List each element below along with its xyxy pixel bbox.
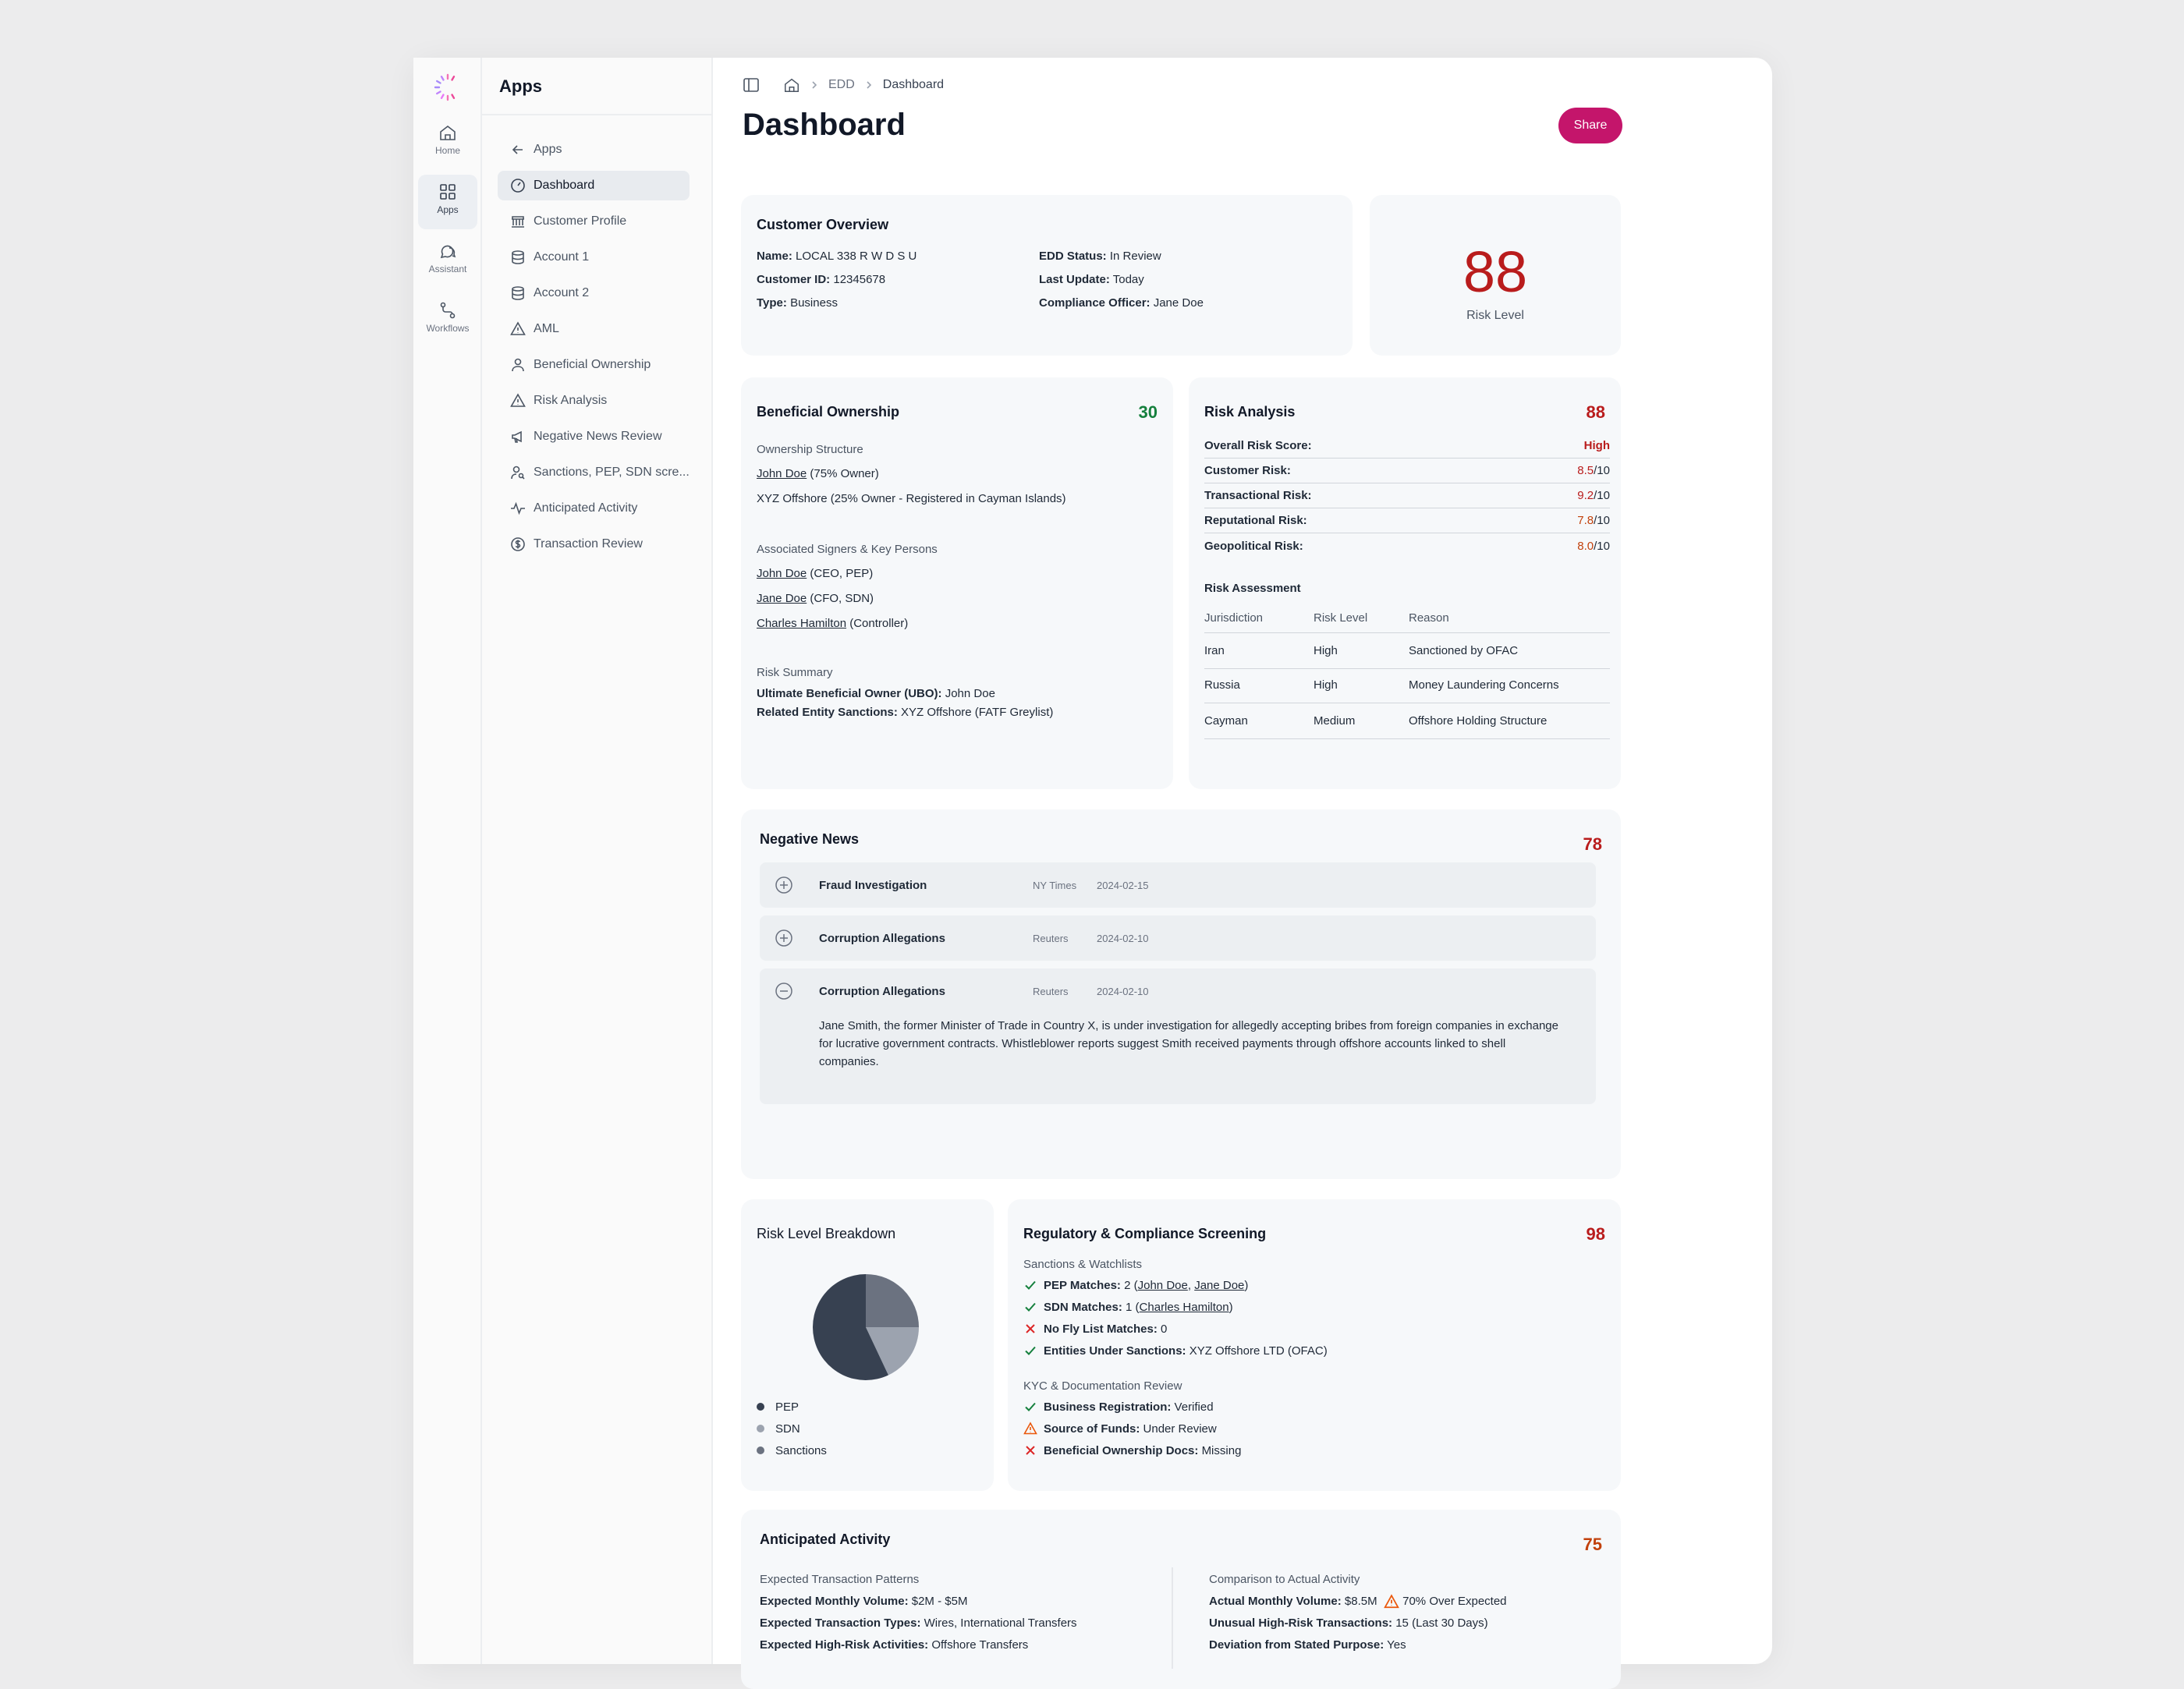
news-source: Reuters — [1033, 985, 1069, 997]
regulatory-screening-card — [1008, 1199, 1621, 1491]
check-value: Verified — [1174, 1400, 1214, 1414]
chevron-right-icon — [864, 80, 874, 90]
person-link[interactable]: Charles Hamilton — [1139, 1300, 1229, 1314]
regulatory-score: 98 — [1586, 1224, 1605, 1244]
table-row — [1204, 633, 1610, 669]
card-title: Customer Overview — [757, 217, 889, 232]
x-mark-icon — [1023, 1443, 1037, 1457]
brand-logo-icon — [431, 70, 465, 104]
field-label: Deviation from Stated Purpose: — [1209, 1638, 1384, 1652]
sidebar-item-transaction-review[interactable] — [498, 529, 690, 559]
field-label: Actual Monthly Volume: — [1209, 1595, 1342, 1608]
sidebar-item-risk-analysis[interactable] — [498, 386, 690, 416]
field-label: Expected Transaction Types: — [760, 1616, 921, 1630]
warning-icon — [510, 321, 526, 337]
news-source: Reuters — [1033, 932, 1069, 944]
anticipated-activity-card — [741, 1510, 1621, 1689]
field-label: Related Entity Sanctions: — [757, 706, 898, 719]
chevron-right-icon — [810, 80, 819, 90]
field-value: 15 (Last 30 Days) — [1395, 1616, 1488, 1630]
risk-row-label: Customer Risk: — [1204, 464, 1291, 477]
database-icon — [510, 250, 526, 265]
risk-row — [1204, 483, 1610, 508]
user-search-icon — [510, 465, 526, 480]
check-value: 1 — [1126, 1300, 1133, 1314]
field-value: Yes — [1387, 1638, 1406, 1652]
database-icon — [510, 285, 526, 301]
check-icon — [1023, 1344, 1037, 1358]
risk-row-suffix: /10 — [1594, 539, 1610, 553]
news-item[interactable] — [760, 862, 1596, 908]
risk-row — [1204, 508, 1610, 533]
table-cell: High — [1314, 644, 1338, 657]
arrow-left-icon — [510, 142, 526, 158]
check-row: SDN Matches: 1 ( Charles Hamilton ) — [1023, 1296, 1601, 1318]
sidebar-item-negative-news[interactable] — [498, 422, 690, 451]
sidebar-item-sanctions[interactable] — [498, 458, 690, 487]
person-link[interactable]: John Doe — [1137, 1278, 1188, 1292]
apps-sidebar — [482, 58, 713, 1664]
actual-comparison — [1209, 1569, 1507, 1656]
legend-item — [757, 1439, 827, 1461]
beneficial-ownership-card — [741, 377, 1173, 789]
check-value: 0 — [1161, 1322, 1168, 1336]
signer-link[interactable]: Jane Doe — [757, 592, 807, 605]
sidebar-item-account-2[interactable] — [498, 278, 690, 308]
megaphone-icon — [510, 429, 526, 444]
risk-row-label: Overall Risk Score: — [1204, 439, 1312, 452]
risk-row-label: Reputational Risk: — [1204, 514, 1307, 527]
check-value: XYZ Offshore LTD (OFAC) — [1189, 1344, 1328, 1358]
customer-name: LOCAL 338 R W D S U — [796, 250, 917, 263]
check-value: Missing — [1201, 1443, 1242, 1457]
signer-detail: (CEO, PEP) — [807, 567, 874, 580]
sidebar-item-label: Negative News Review — [534, 430, 662, 443]
apps-grid-icon — [438, 182, 457, 201]
sidebar-item-label: Dashboard — [534, 179, 595, 192]
x-mark-icon — [1023, 1322, 1037, 1336]
edd-status: In Review — [1109, 250, 1161, 263]
check-icon — [1023, 1278, 1037, 1292]
table-cell: Russia — [1204, 678, 1240, 692]
sidebar-item-back-apps[interactable] — [498, 135, 690, 165]
risk-level-value: 88 — [1462, 239, 1528, 304]
field-value: $8.5M — [1344, 1595, 1377, 1608]
ownership-body — [757, 438, 1162, 722]
breadcrumb-current: Dashboard — [882, 78, 945, 91]
card-title: Risk Level Breakdown — [757, 1226, 896, 1241]
check-row: PEP Matches: 2 ( John Doe , Jane Doe ) — [1023, 1274, 1601, 1296]
risk-assessment-title: Risk Assessment — [1204, 582, 1301, 595]
breadcrumb — [743, 76, 944, 94]
risk-analysis-card — [1189, 377, 1621, 789]
dollar-icon — [510, 536, 526, 552]
card-title: Regulatory & Compliance Screening — [1023, 1226, 1267, 1241]
sidebar-toggle-icon[interactable] — [743, 76, 760, 94]
news-body: Jane Smith, the former Minister of Trade in Country X, is under investigation for allegedly accepting bribes from foreign companies in exchange for lucrative government contracts. Whistleblower reports suggest Smith received payments through offshore accounts linked to shell companies. — [819, 1019, 1558, 1068]
customer-id: 12345678 — [833, 273, 886, 286]
owner-offshore: XYZ Offshore (25% Owner - Registered in Cayman Islands) — [757, 492, 1066, 505]
risk-breakdown-card — [741, 1199, 994, 1491]
rail-apps-label: Apps — [437, 204, 459, 215]
sidebar-title: Apps — [482, 58, 711, 115]
news-date: 2024-02-15 — [1097, 879, 1149, 891]
table-cell: Money Laundering Concerns — [1409, 678, 1559, 692]
negative-news-card — [741, 809, 1621, 1179]
risk-row-value: 8.5 — [1577, 464, 1594, 477]
check-label: Entities Under Sanctions: — [1044, 1344, 1186, 1358]
check-label: SDN Matches: — [1044, 1300, 1122, 1314]
customer-type: Business — [790, 296, 838, 310]
check-row — [1023, 1318, 1601, 1340]
expected-patterns — [760, 1569, 1077, 1656]
pie-slice-sanctions — [866, 1274, 919, 1327]
card-title: Anticipated Activity — [760, 1531, 891, 1547]
check-label: PEP Matches: — [1044, 1278, 1121, 1292]
sidebar-item-label: Account 2 — [534, 286, 590, 299]
risk-row-suffix: /10 — [1594, 514, 1610, 527]
column-header: Jurisdiction — [1204, 611, 1264, 625]
sidebar-item-customer-profile[interactable] — [498, 207, 690, 236]
risk-row-label: Geopolitical Risk: — [1204, 539, 1303, 553]
column-divider — [1172, 1567, 1173, 1669]
rail-home[interactable] — [418, 115, 477, 170]
workflow-icon — [438, 301, 457, 320]
owner-detail: (75% Owner) — [807, 467, 879, 480]
sidebar-item-label: Risk Analysis — [534, 394, 608, 407]
share-button[interactable]: Share — [1558, 108, 1622, 143]
breadcrumb-edd[interactable]: EDD — [828, 78, 855, 91]
check-row — [1023, 1439, 1601, 1461]
table-cell: Cayman — [1204, 714, 1248, 728]
sidebar-item-account-1[interactable] — [498, 243, 690, 272]
field-value: Wires, International Transfers — [924, 1616, 1077, 1630]
legend-item — [757, 1418, 827, 1439]
risk-row — [1204, 459, 1610, 483]
customer-overview-card — [741, 195, 1353, 356]
legend-label: PEP — [775, 1400, 800, 1414]
check-label: Business Registration: — [1044, 1400, 1172, 1414]
signer-detail: (CFO, SDN) — [807, 592, 874, 605]
field-label: Compliance Officer: — [1039, 296, 1150, 310]
warning-icon — [510, 393, 526, 409]
field-label: Last Update: — [1039, 273, 1110, 286]
news-date: 2024-02-10 — [1097, 985, 1149, 997]
card-title: Negative News — [760, 831, 860, 847]
card-title: Beneficial Ownership — [757, 404, 900, 420]
section-label: Expected Transaction Patterns — [760, 1573, 920, 1586]
rail-workflows-label: Workflows — [426, 323, 470, 334]
sidebar-item-anticipated-activity[interactable] — [498, 494, 690, 523]
table-row — [1204, 703, 1610, 739]
sidebar-item-label: Sanctions, PEP, SDN scre... — [534, 466, 690, 479]
field-label: Expected Monthly Volume: — [760, 1595, 909, 1608]
check-row — [1023, 1396, 1601, 1418]
check-label: Beneficial Ownership Docs: — [1044, 1443, 1199, 1457]
section-label: Risk Summary — [757, 666, 833, 679]
signer-detail: (Controller) — [846, 617, 909, 630]
check-icon — [1023, 1400, 1037, 1414]
table-cell: Iran — [1204, 644, 1225, 657]
risk-row-overall — [1204, 434, 1610, 459]
rail-home-label: Home — [434, 145, 460, 156]
table-cell: Offshore Holding Structure — [1409, 714, 1548, 728]
chart-legend — [757, 1396, 827, 1461]
news-title: Corruption Allegations — [819, 984, 945, 998]
legend-swatch — [757, 1403, 764, 1411]
section-label: Comparison to Actual Activity — [1209, 1573, 1360, 1586]
sidebar-item-dashboard[interactable] — [498, 171, 690, 200]
legend-label: SDN — [775, 1422, 800, 1436]
over-expected-note: 70% Over Expected — [1402, 1595, 1507, 1608]
check-value: 2 — [1124, 1278, 1131, 1292]
risk-row-value: 8.0 — [1577, 539, 1594, 553]
column-header: Risk Level — [1314, 611, 1368, 625]
signer-link[interactable]: John Doe — [757, 567, 807, 580]
page-title: Dashboard — [743, 108, 906, 142]
related-sanctions-value: XYZ Offshore (FATF Greylist) — [901, 706, 1054, 719]
check-row — [1023, 1418, 1601, 1439]
sidebar-item-label: Customer Profile — [534, 214, 627, 228]
sidebar-item-aml[interactable] — [498, 314, 690, 344]
news-item-expanded[interactable] — [760, 968, 1596, 1104]
home-icon — [438, 123, 457, 142]
risk-row-value: 7.8 — [1577, 514, 1594, 527]
bank-icon — [510, 214, 526, 229]
risk-row-label: Transactional Risk: — [1204, 489, 1312, 502]
regulatory-body — [1023, 1255, 1601, 1461]
news-item[interactable] — [760, 915, 1596, 961]
risk-row-suffix: /10 — [1594, 489, 1610, 502]
rail-assistant[interactable] — [418, 234, 477, 289]
legend-label: Sanctions — [775, 1443, 827, 1457]
warning-icon — [1023, 1422, 1037, 1436]
anticipated-score: 75 — [1583, 1535, 1602, 1554]
field-label: Expected High-Risk Activities: — [760, 1638, 929, 1652]
last-update: Today — [1112, 273, 1144, 286]
assessment-table-header — [1204, 605, 1610, 633]
section-label: Sanctions & Watchlists — [1023, 1258, 1142, 1271]
overview-right — [1039, 245, 1204, 315]
chat-bubbles-icon — [438, 242, 457, 260]
field-label: EDD Status: — [1039, 250, 1107, 263]
risk-row — [1204, 533, 1610, 558]
risk-analysis-score: 88 — [1586, 402, 1605, 422]
table-row — [1204, 669, 1610, 703]
field-label: Name: — [757, 250, 792, 263]
risk-breakdown-pie-chart — [811, 1273, 920, 1382]
rail-assistant-label: Assistant — [428, 264, 467, 274]
risk-level-label: Risk Level — [1466, 309, 1524, 322]
owner-link[interactable]: John Doe — [757, 467, 807, 480]
section-label: KYC & Documentation Review — [1023, 1379, 1182, 1393]
field-value: Offshore Transfers — [931, 1638, 1029, 1652]
news-source: NY Times — [1033, 879, 1077, 891]
sidebar-item-label: Account 1 — [534, 250, 590, 264]
app-window — [413, 58, 1772, 1664]
risk-level-card — [1370, 195, 1621, 356]
check-label: Source of Funds: — [1044, 1422, 1140, 1436]
news-title: Fraud Investigation — [819, 878, 927, 892]
table-cell: High — [1314, 678, 1338, 692]
legend-item — [757, 1396, 827, 1418]
news-date: 2024-02-10 — [1097, 932, 1149, 944]
ownership-score: 30 — [1138, 402, 1158, 422]
sidebar-item-label: Beneficial Ownership — [534, 358, 651, 371]
sidebar-item-beneficial-ownership[interactable] — [498, 350, 690, 380]
news-score: 78 — [1583, 834, 1602, 854]
field-label: Type: — [757, 296, 787, 310]
table-cell: Medium — [1314, 714, 1356, 728]
check-icon — [1023, 1300, 1037, 1314]
legend-swatch — [757, 1425, 764, 1432]
warning-icon — [1384, 1594, 1399, 1609]
risk-row-value: High — [1583, 439, 1610, 452]
compliance-officer: Jane Doe — [1153, 296, 1204, 310]
field-value: $2M - $5M — [911, 1595, 968, 1608]
news-title: Corruption Allegations — [819, 931, 945, 945]
gauge-icon — [510, 178, 526, 193]
check-label: No Fly List Matches: — [1044, 1322, 1158, 1336]
section-label: Associated Signers & Key Persons — [757, 543, 938, 556]
signer-link[interactable]: Charles Hamilton — [757, 617, 847, 630]
main-content — [713, 58, 1772, 1664]
person-link[interactable]: Jane Doe — [1194, 1278, 1245, 1292]
sidebar-item-label: Apps — [534, 143, 562, 156]
user-icon — [510, 357, 526, 373]
table-cell: Sanctioned by OFAC — [1409, 644, 1519, 657]
overview-left — [757, 245, 916, 315]
column-header: Reason — [1409, 611, 1449, 625]
activity-icon — [510, 501, 526, 516]
legend-swatch — [757, 1446, 764, 1454]
card-title: Risk Analysis — [1204, 404, 1296, 420]
check-row — [1023, 1340, 1601, 1361]
risk-row-value: 9.2 — [1577, 489, 1594, 502]
sidebar-item-label: AML — [534, 322, 559, 335]
sidebar-item-label: Transaction Review — [534, 537, 643, 551]
check-value: Under Review — [1143, 1422, 1217, 1436]
risk-row-suffix: /10 — [1594, 464, 1610, 477]
rail-workflows[interactable] — [418, 293, 477, 348]
home-icon[interactable] — [783, 76, 800, 94]
field-label: Unusual High-Risk Transactions: — [1209, 1616, 1393, 1630]
field-label: Ultimate Beneficial Owner (UBO): — [757, 687, 942, 700]
ubo-value: John Doe — [945, 687, 995, 700]
sidebar-item-label: Anticipated Activity — [534, 501, 638, 515]
icon-rail — [413, 58, 482, 1664]
rail-apps[interactable] — [418, 175, 477, 229]
section-label: Ownership Structure — [757, 443, 863, 456]
field-label: Customer ID: — [757, 273, 831, 286]
